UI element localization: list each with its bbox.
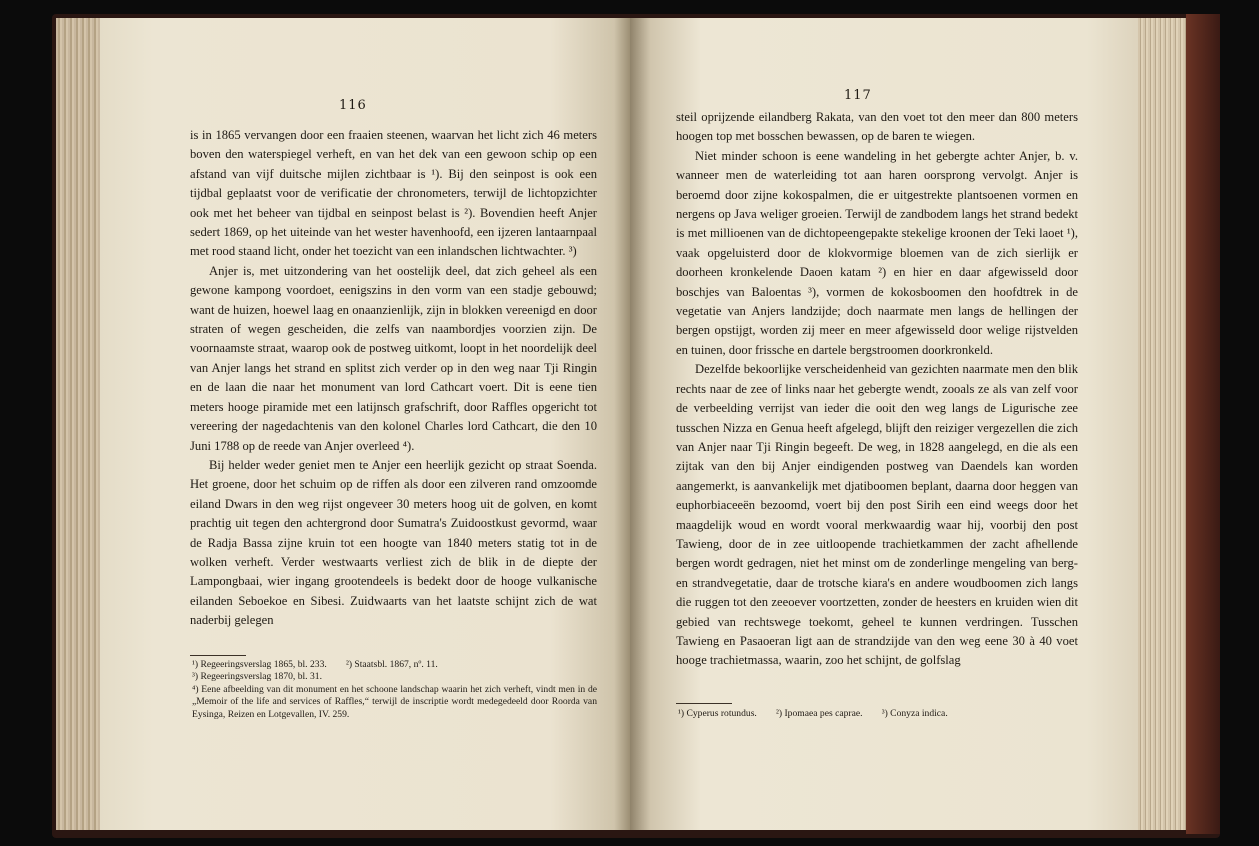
footnote: ¹) Cyperus rotundus. ²) Ipomaea pes caprae. ³) Conyza indica.	[678, 708, 948, 719]
right-footnotes	[678, 708, 1080, 720]
page-number-right: 117	[844, 88, 872, 103]
right-page	[630, 18, 1138, 830]
footnote: ¹) Regeeringsverslag 1865, bl. 233. ²) Staatsbl. 1867, nº. 11.	[192, 659, 438, 670]
footnote-rule	[676, 703, 732, 704]
footnote: ⁴) Eene afbeelding van dit monument en het schoone landschap waarin het zich verheft, vindt men in de „Memoir of the life and services of Raffles,“ terwijl de inscriptie wordt medegedeeld door Roorda van Eysinga, Reizen en Lotgevallen, IV. 259.	[192, 683, 597, 720]
paragraph: is in 1865 vervangen door een fraaien steenen, waarvan het licht zich 46 meters boven den waterspiegel verheft, en van het dek van een gewoon schip op een afstand van vijf duitsche mijlen zichtbaar is ¹). Bij den seinpost is ook een tijdbal geplaatst voor de verificatie der chronometers, terwijl de lichtopzichter ook met het beheer van tijdbal en seinpost belast is ²). Bovendien heeft Anjer sedert 1869, op het uiteinde van het wester havenhoofd, een ijzeren lantaarnpaal met rood staand licht, onder het toezicht van een inlandschen lichtwachter. ³)	[190, 128, 597, 259]
paragraph: steil oprijzende eilandberg Rakata, van den voet tot den meer dan 800 meters hoogen top met bosschen bewassen, op de baren te wiegen.	[676, 110, 1078, 144]
left-page-body	[190, 126, 597, 631]
footnote-rule	[190, 655, 246, 656]
right-page-body	[676, 108, 1078, 671]
page-number-left: 116	[339, 98, 367, 113]
left-footnotes	[192, 659, 597, 721]
paragraph: Anjer is, met uitzondering van het oostelijk deel, dat zich geheel als een gewone kampong voordoet, eenigszins in den vorm van een stadje gebouwd; want de huizen, hoewel laag en onaanzienlijk, zijn in blokken vereenigd en door straten of wegen gescheiden, die zelfs van naambordjes voorzien zijn. De voornaamste straat, waarop ook de postweg uitkomt, loopt in het noordelijk deel van Anjer langs het strand en splitst zich verder op in den weg naar Tji Ringin en de laan die naar het monument van lord Cathcart voert. Dit is eene tien meters hooge piramide met een latijnsch grafschrift, door Raffles opgericht tot vereering der nagedachtenis van den kolonel Charles lord Cathcart, die den 10 Juni 1788 op de reede van Anjer overleed ⁴).	[190, 263, 597, 453]
left-page	[100, 18, 630, 830]
paragraph: Niet minder schoon is eene wandeling in het gebergte achter Anjer, b. v. wanneer men de waterleiding tot aan haren oorsprong vervolgt. Anjer is beroemd door zijne kokospalmen, die er uitgestrekte plantsoenen vormen en nergens op Java weliger groeien. Terwijl de zandbodem langs het strand bedekt is met millioenen van de dichtopeengepakte stekelige kroonen der Teki laoet ¹), vaak opgeluisterd door de klokvormige bloemen van de zich sierlijk er doorheen kronkelende Daoen katam ²) en hier en daar afgewisseld door boschjes van Baloentas ³), vormen de kokosboomen den hoofdtrek in de vegetatie van Anjers landzijde; doch naarmate men langs de hellingen der bergen opstijgt, worden zij meer en meer afgewisseld door welige rijstvelden en tuinen, door frissche en dartele bergstroomen doorkronkeld.	[676, 148, 1078, 357]
paragraph: Dezelfde bekoorlijke verscheidenheid van gezichten naarmate men den blik rechts naar de zee of links naar het gebergte wendt, zooals ze als van zelf voor de verbeelding verrijst van ieder die ooit den weg langs de Ligurische zee tusschen Nizza en Genua heeft afgelegd, blijft den reiziger vergezellen die zich van Anjer naar Tji Ringin begeeft. De weg, in 1828 aangelegd, en die als een zijtak van den bij Anjer eindigenden postweg van Daendels kan worden aangemerkt, is aanvankelijk met djatiboomen beplant, daarna door heggen van euphorbiaceeën bezoomd, voert bij den post Sirih een eind weegs door het maagdelijk woud en wordt vooral merkwaardig waar hij, voorbij den post Tawieng, door de in zee uitloopende trachietkammen der zacht afhellende bergen wordt gedragen, niet het minst om de zonderlinge mengeling van berg- en strandvegetatie, daar de trotsche kiara's en andere woudboomen zich langs die ruggen tot den zeeoever voortzetten, zonder de heesters en kruiden wien dit gebied van rechtswege toekomt, geheel te kunnen verdringen. Tusschen Tawieng en Pasaoeran ligt aan de strandzijde van den weg eene 30 à 40 voet hooge trachietmassa, waarin, zoo het schijnt, de golfslag	[676, 362, 1078, 668]
paragraph: Bij helder weder geniet men te Anjer een heerlijk gezicht op straat Soenda. Het groene, door het schuim op de riffen als door een zilveren rand omzoomde eiland Dwars in den weg rijst ongeveer 30 meters hoog uit de golven, en komt prachtig uit tegen den achtergrond door Sumatra's Zuidoostkust gevormd, waar de Radja Bassa zijne kruin tot een hoogte van 1840 meters statig tot in de wolken verheft. Verder westwaarts verliest zich de blik in de diepte der Lampongbaai, wier ingang grootendeels is bedekt door de hooge vulkanische eilanden Seboekoe en Sibesi. Zuidwaarts van het laatste schijnt zich de wat naderbij gelegen	[190, 457, 597, 628]
footnote: ³) Regeeringsverslag 1870, bl. 31.	[192, 671, 322, 683]
right-cover-edge	[1186, 14, 1220, 834]
